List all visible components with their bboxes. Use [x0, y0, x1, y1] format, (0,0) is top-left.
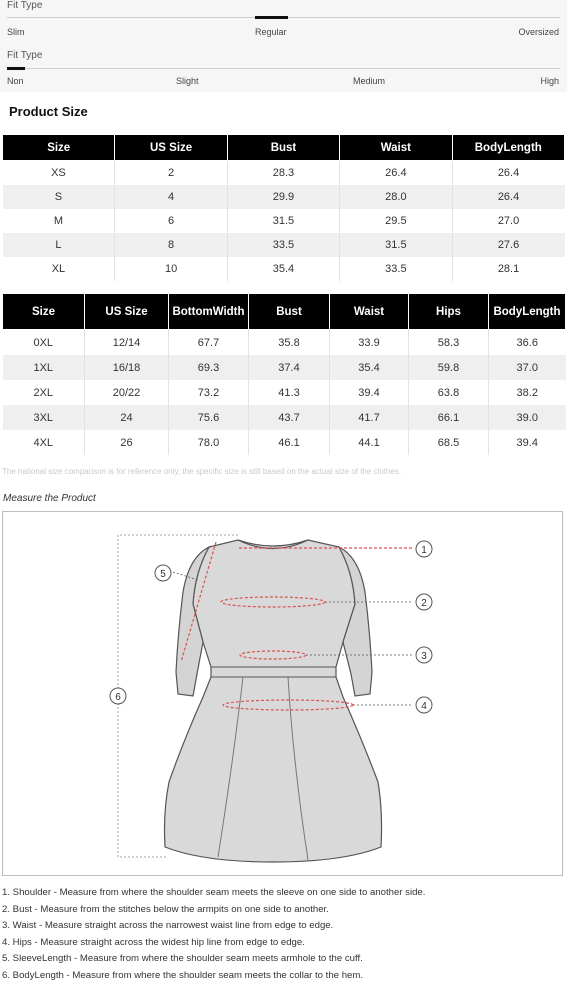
column-header: Size	[3, 294, 85, 330]
instruction-waist: 3. Waist - Measure straight across the narrowest waist line from edge to edge.	[2, 920, 334, 932]
table-row	[3, 185, 565, 209]
table-row	[3, 330, 566, 356]
table-row	[3, 161, 565, 186]
table-cell: 41.3	[249, 380, 330, 405]
column-header: Size	[3, 135, 115, 161]
table-cell: 26.4	[452, 161, 564, 186]
table-cell: 6	[115, 209, 227, 233]
fit-type-title: Fit Type	[7, 0, 43, 11]
table-cell: 29.5	[340, 209, 452, 233]
fit-option-high: High	[540, 76, 559, 86]
table-cell: 31.5	[340, 233, 452, 257]
column-header: Bust	[249, 294, 330, 330]
fit-option-slim: Slim	[7, 27, 25, 37]
table-cell: 35.4	[227, 257, 339, 281]
table-cell: 27.6	[452, 233, 564, 257]
table-header-row	[3, 294, 566, 330]
marker-3-label: 3	[421, 651, 427, 662]
marker-4	[416, 697, 432, 713]
table-cell: 37.4	[249, 355, 330, 380]
table-cell: 10	[115, 257, 227, 281]
table-row	[3, 233, 565, 257]
fit-option-slight: Slight	[176, 76, 199, 86]
table-cell: 33.5	[227, 233, 339, 257]
fit-option-medium: Medium	[353, 76, 386, 86]
product-size-title: Product Size	[9, 104, 88, 119]
table-header-row	[3, 135, 565, 161]
table-cell: 69.3	[169, 355, 249, 380]
table-cell: 43.7	[249, 405, 330, 430]
table-cell: 3XL	[3, 405, 85, 430]
instruction-bust: 2. Bust - Measure from the stitches below the armpits on one side to another.	[2, 903, 329, 915]
instruction-bodylength: 6. BodyLength - Measure from where the shoulder seam meets the collar to the hem.	[2, 969, 364, 981]
fit-option-regular: Regular	[255, 27, 287, 37]
table-cell: 35.4	[330, 355, 409, 380]
table-cell: 78.0	[169, 430, 249, 455]
table-row	[3, 405, 566, 430]
table-cell: 1XL	[3, 355, 85, 380]
marker-6-label: 6	[115, 692, 121, 703]
table-cell: 28.3	[227, 161, 339, 186]
table-cell: 44.1	[330, 430, 409, 455]
marker-1	[416, 541, 432, 557]
table-row	[3, 355, 566, 380]
table-cell: 33.9	[330, 330, 409, 356]
table-cell: 8	[115, 233, 227, 257]
column-header: Hips	[409, 294, 489, 330]
table-cell: 36.6	[489, 330, 566, 356]
marker-4-label: 4	[421, 701, 427, 712]
table-cell: 2XL	[33, 386, 54, 399]
measure-title: Measure the Product	[3, 493, 96, 504]
column-header: BodyLength	[452, 135, 564, 161]
table-cell: 4XL	[33, 436, 54, 449]
table-cell: 39.4	[330, 380, 409, 405]
fit-scale-line	[7, 68, 560, 69]
table-cell: 66.1	[409, 405, 489, 430]
table-cell: 73.2	[169, 380, 249, 405]
table-cell: 75.6	[169, 405, 249, 430]
table-cell: 46.1	[249, 430, 330, 455]
column-header: BodyLength	[489, 294, 566, 330]
table-row	[3, 209, 565, 233]
column-header: Waist	[340, 135, 452, 161]
table-cell: 28.1	[452, 257, 564, 281]
table-cell: 39.0	[489, 405, 566, 430]
table-cell: 26.4	[340, 161, 452, 186]
table-cell: XS	[51, 167, 66, 179]
table-cell: 4	[115, 185, 227, 209]
fit-option-non: Non	[7, 76, 24, 86]
column-header: US Size	[115, 135, 227, 161]
table-row	[3, 380, 566, 405]
table-cell: 39.4	[489, 430, 566, 455]
table-row	[3, 257, 565, 281]
table-cell: 35.8	[249, 330, 330, 356]
instruction-shoulder: 1. Shoulder - Measure from where the shoulder seam meets the sleeve on one side to another side.	[2, 887, 426, 898]
table-cell: 26	[85, 430, 169, 455]
measurement-instructions	[2, 885, 562, 985]
table-cell: M	[53, 215, 64, 227]
dress-illustration	[3, 512, 562, 875]
dress-body-shape	[165, 540, 382, 862]
table-cell: 63.8	[409, 380, 489, 405]
size-disclaimer-note: The national size comparison is for reference only, the specific size is still based on the actual size of the clothes.	[2, 467, 402, 476]
size-table-plus	[2, 293, 566, 455]
column-header: Waist	[330, 294, 409, 330]
table-cell: 20/22	[85, 380, 169, 405]
table-cell: 59.8	[409, 355, 489, 380]
column-header: BottomWidth	[169, 294, 249, 330]
fit-option-oversized: Oversized	[518, 27, 559, 37]
table-cell: S	[3, 185, 115, 209]
table-cell: 29.9	[227, 185, 339, 209]
size-table-standard	[2, 134, 565, 281]
table-cell: XL	[51, 263, 66, 275]
table-cell: L	[3, 233, 115, 257]
table-cell: 38.2	[489, 380, 566, 405]
marker-6	[110, 688, 126, 704]
table-cell: 58.3	[409, 330, 489, 356]
marker-3	[416, 647, 432, 663]
marker-2	[416, 594, 432, 610]
table-cell: 67.7	[169, 330, 249, 356]
column-header: US Size	[85, 294, 169, 330]
instruction-sleevelength: 5. SleeveLength - Measure from where the shoulder seam meets armhole to the cuff.	[2, 953, 363, 965]
table-cell: 24	[85, 405, 169, 430]
fit-selected-marker	[255, 16, 288, 19]
table-cell: 33.5	[340, 257, 452, 281]
marker-2-label: 2	[421, 598, 427, 609]
table-cell: 2	[115, 161, 227, 186]
fit-type-title: Fit Type	[7, 50, 43, 61]
fit-selected-marker	[7, 67, 25, 70]
table-cell: 16/18	[85, 355, 169, 380]
table-cell: 68.5	[409, 430, 489, 455]
measure-diagram	[2, 511, 563, 876]
column-header: Bust	[227, 135, 339, 161]
marker-5-label: 5	[160, 569, 166, 580]
table-cell: 26.4	[452, 185, 564, 209]
table-cell: 27.0	[452, 209, 564, 233]
table-cell: 0XL	[33, 336, 54, 349]
table-cell: 41.7	[330, 405, 409, 430]
table-cell: 37.0	[489, 355, 566, 380]
fit-type-slim-regular-oversized	[0, 0, 567, 44]
table-cell: 28.0	[340, 185, 452, 209]
marker-1-label: 1	[421, 545, 427, 556]
table-cell: 31.5	[227, 209, 339, 233]
table-cell: 12/14	[85, 330, 169, 356]
marker-5	[155, 565, 171, 581]
fit-type-stretch	[0, 44, 567, 92]
table-row	[3, 430, 566, 455]
instruction-hips: 4. Hips - Measure straight across the widest hip line from edge to edge.	[2, 936, 305, 948]
